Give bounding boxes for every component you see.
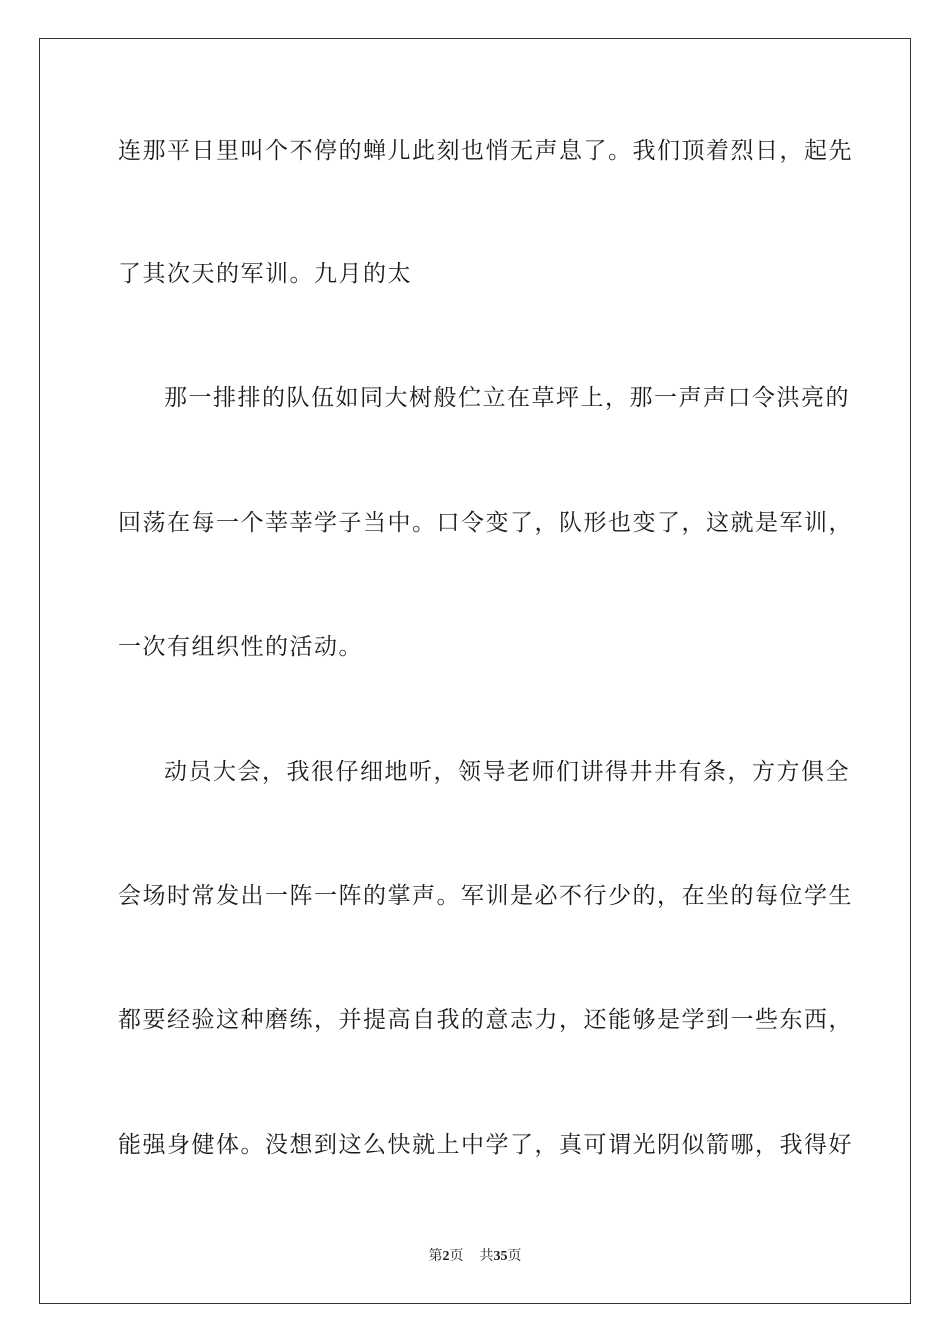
text-line-7: 会场时常发出一阵一阵的掌声。军训是必不行少的，在坐的每位学生 bbox=[118, 883, 853, 909]
text-line-2: 了其次天的军训。九月的太 bbox=[118, 261, 412, 287]
text-line-9: 能强身健体。没想到这么快就上中学了，真可谓光阴似箭哪，我得好 bbox=[118, 1132, 853, 1158]
text-line-4: 回荡在每一个莘莘学子当中。口令变了，队形也变了，这就是军训， bbox=[118, 510, 853, 536]
total-suffix: 页 bbox=[507, 1248, 522, 1264]
text-line-8: 都要经验这种磨练，并提高自我的意志力，还能够是学到一些东西， bbox=[118, 1007, 853, 1033]
text-line-3: 那一排排的队伍如同大树般伫立在草坪上，那一声声口令洪亮的 bbox=[164, 385, 850, 411]
page-footer bbox=[0, 1246, 950, 1267]
page-number: 2 bbox=[442, 1249, 450, 1264]
text-line-5: 一次有组织性的活动。 bbox=[118, 634, 363, 660]
total-pages: 35 bbox=[493, 1249, 508, 1264]
text-line-1: 连那平日里叫个不停的蝉儿此刻也悄无声息了。我们顶着烈日，起先 bbox=[118, 138, 853, 164]
page-prefix: 第 bbox=[428, 1248, 443, 1264]
text-line-6: 动员大会，我很仔细地听，领导老师们讲得井井有条，方方俱全 bbox=[164, 759, 850, 785]
total-prefix: 共 bbox=[479, 1248, 494, 1264]
page-suffix: 页 bbox=[449, 1248, 464, 1264]
page-border bbox=[39, 38, 911, 1304]
